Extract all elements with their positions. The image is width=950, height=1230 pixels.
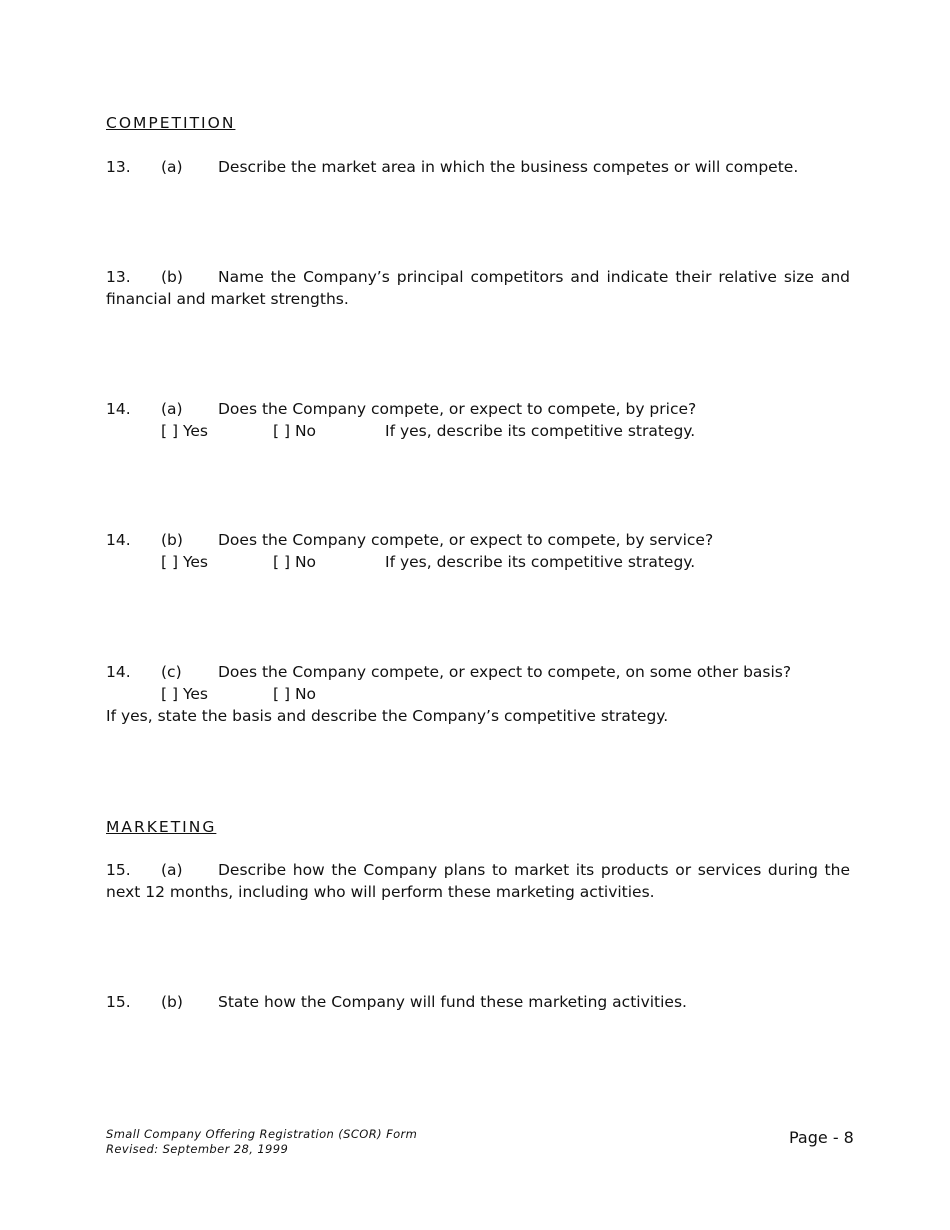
yes-checkbox[interactable]: [ ] Yes <box>161 553 208 571</box>
question-15a <box>106 859 850 903</box>
question-text: Describe how the Company plans to market its products or services during the next 12 months, including who will perform these marketing activities. <box>106 861 850 901</box>
marketing-heading: MARKETING <box>106 818 217 836</box>
question-15b <box>106 991 850 1013</box>
question-letter: (a) <box>161 400 183 418</box>
yes-checkbox[interactable]: [ ] Yes <box>161 685 208 703</box>
question-number: 13. <box>106 158 131 176</box>
answer-options <box>106 420 850 442</box>
question-number: 14. <box>106 531 131 549</box>
question-13a <box>106 156 850 178</box>
question-text: Does the Company compete, or expect to compete, by price? <box>218 400 697 418</box>
followup-text: If yes, describe its competitive strategy. <box>385 422 696 440</box>
question-letter: (b) <box>161 531 183 549</box>
question-number: 15. <box>106 861 131 879</box>
no-checkbox[interactable]: [ ] No <box>273 553 317 571</box>
question-14a <box>106 398 850 442</box>
competition-heading: COMPETITION <box>106 114 236 132</box>
question-number: 14. <box>106 400 131 418</box>
question-14b <box>106 529 850 573</box>
footer-revised-date: Revised: September 28, 1999 <box>106 1142 289 1156</box>
answer-options <box>106 683 850 705</box>
followup-text: If yes, state the basis and describe the Company’s competitive strategy. <box>106 707 669 725</box>
question-text: Name the Company’s principal competitors and indicate their relative size and financial and market strengths. <box>106 268 850 308</box>
question-number: 13. <box>106 268 131 286</box>
question-letter: (b) <box>161 993 183 1011</box>
question-letter: (b) <box>161 268 183 286</box>
answer-options <box>106 551 850 573</box>
footer-form-info <box>106 1127 417 1157</box>
no-checkbox[interactable]: [ ] No <box>273 685 317 703</box>
question-number: 14. <box>106 663 131 681</box>
question-letter: (a) <box>161 861 183 879</box>
question-letter: (a) <box>161 158 183 176</box>
question-letter: (c) <box>161 663 182 681</box>
question-text: Does the Company compete, or expect to compete, by service? <box>218 531 714 549</box>
question-14c <box>106 661 850 727</box>
question-13b <box>106 266 850 310</box>
question-text: State how the Company will fund these marketing activities. <box>218 993 687 1011</box>
question-number: 15. <box>106 993 131 1011</box>
question-text: Describe the market area in which the business competes or will compete. <box>218 158 799 176</box>
question-text: Does the Company compete, or expect to compete, on some other basis? <box>218 663 792 681</box>
followup-text: If yes, describe its competitive strategy. <box>385 553 696 571</box>
footer-form-name: Small Company Offering Registration (SCOR) Form <box>106 1127 418 1141</box>
yes-checkbox[interactable]: [ ] Yes <box>161 422 208 440</box>
no-checkbox[interactable]: [ ] No <box>273 422 317 440</box>
page-number: Page - 8 <box>789 1128 854 1147</box>
